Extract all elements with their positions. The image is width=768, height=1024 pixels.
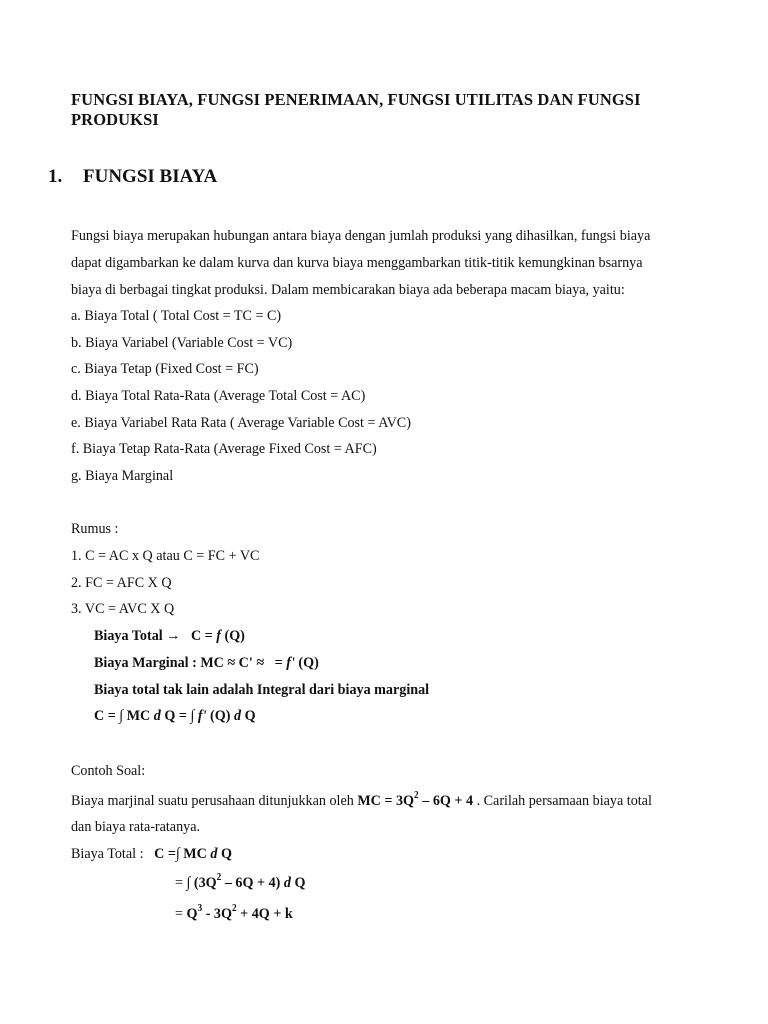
solution-step-2 <box>175 873 305 893</box>
marginal-cost-label: Biaya Marginal : MC ≈ C' ≈ <box>94 654 265 671</box>
cost-type-item: g. Biaya Marginal <box>71 467 174 484</box>
solution-step-1 <box>71 844 232 864</box>
cost-type-item: b. Biaya Variabel (Variable Cost = VC) <box>71 334 293 351</box>
total-cost-eq: C = <box>190 627 217 644</box>
section-title: FUNGSI BIAYA <box>83 166 218 187</box>
step-equation <box>186 902 293 922</box>
marginal-arg: (Q) <box>294 654 319 671</box>
mc-part: – 6Q + 4 <box>418 792 474 809</box>
derivative-symbol: f' <box>197 707 207 724</box>
example-label: Contoh Soal: <box>71 762 146 779</box>
eq-part: C =∫ MC <box>154 845 211 862</box>
differential-symbol: d <box>233 707 242 724</box>
cost-type-item: e. Biaya Variabel Rata Rata ( Average Variable Cost = AVC) <box>71 414 411 431</box>
rumus-label: Rumus : <box>71 520 119 537</box>
exponent: 2 <box>414 789 419 801</box>
problem-text: Biaya marjinal suatu perusahaan ditunjukkan oleh <box>71 792 354 809</box>
differential-symbol: d <box>153 707 161 724</box>
exponent: 3 <box>197 902 203 914</box>
solution-step-3 <box>175 904 293 924</box>
intro-line: biaya di berbagai tingkat produksi. Dalam membicarakan biaya ada beberapa macam biaya, yaitu: <box>71 281 625 298</box>
formula-item: 1. C = AC x Q atau C = FC + VC <box>71 547 260 564</box>
eq-part: = ∫ <box>175 874 194 891</box>
marginal-eq: = <box>274 654 287 671</box>
eq-part: Q <box>290 874 306 891</box>
integral-formula <box>94 706 256 726</box>
integral-note: Biaya total tak lain adalah Integral dari biaya marginal <box>94 681 430 698</box>
integral-part: C = ∫ MC <box>94 707 154 724</box>
eq-part: – 6Q + 4) <box>221 874 284 891</box>
mc-equation <box>357 789 474 809</box>
step-equation <box>154 845 232 862</box>
cost-type-item: c. Biaya Tetap (Fixed Cost = FC) <box>71 360 259 377</box>
document-title: FUNGSI BIAYA, FUNGSI PENERIMAAN, FUNGSI UTILITAS DAN FUNGSI PRODUKSI <box>71 90 641 129</box>
section-heading <box>48 165 217 189</box>
step-label: Biaya Total : <box>71 845 144 862</box>
eq-part: Q <box>217 845 232 862</box>
integral-part: Q <box>241 707 256 724</box>
mc-part: MC = 3Q <box>357 792 415 809</box>
formula-item: 3. VC = AVC X Q <box>71 600 175 617</box>
differential-symbol: d <box>283 874 291 891</box>
example-problem <box>71 791 652 811</box>
problem-text: . Carilah persamaan biaya total <box>476 792 652 809</box>
total-cost-arg: (Q) <box>220 627 245 644</box>
intro-line: Fungsi biaya merupakan hubungan antara biaya dengan jumlah produksi yang dihasilkan, fungsi biaya <box>71 227 651 244</box>
marginal-cost-formula <box>94 653 319 673</box>
derivative-symbol: f' <box>286 654 295 671</box>
total-cost-label: Biaya Total → <box>94 627 181 644</box>
section-number: 1. <box>48 166 63 187</box>
exponent: 2 <box>231 902 237 914</box>
cost-type-item: f. Biaya Tetap Rata-Rata (Average Fixed Cost = AFC) <box>71 440 377 457</box>
cost-type-item: d. Biaya Total Rata-Rata (Average Total Cost = AC) <box>71 387 366 404</box>
step-equation <box>193 871 306 891</box>
formula-item: 2. FC = AFC X Q <box>71 574 172 591</box>
eq-part: + 4Q + k <box>236 905 293 922</box>
function-symbol: f <box>216 627 221 644</box>
eq-part: = <box>175 905 187 922</box>
cost-type-item: a. Biaya Total ( Total Cost = TC = C) <box>71 307 282 324</box>
eq-part: - 3Q <box>202 905 232 922</box>
exponent: 2 <box>216 871 222 883</box>
total-cost-formula <box>94 626 245 646</box>
integral-part: Q = ∫ <box>160 707 198 724</box>
integral-part: (Q) <box>206 707 234 724</box>
eq-part: Q <box>186 905 198 922</box>
eq-part: (3Q <box>193 874 217 891</box>
intro-line: dapat digambarkan ke dalam kurva dan kurva biaya menggambarkan titik-titik kemungkinan bsarnya <box>71 254 643 271</box>
differential-symbol: d <box>210 845 218 862</box>
example-problem-line2: dan biaya rata-ratanya. <box>71 818 201 835</box>
